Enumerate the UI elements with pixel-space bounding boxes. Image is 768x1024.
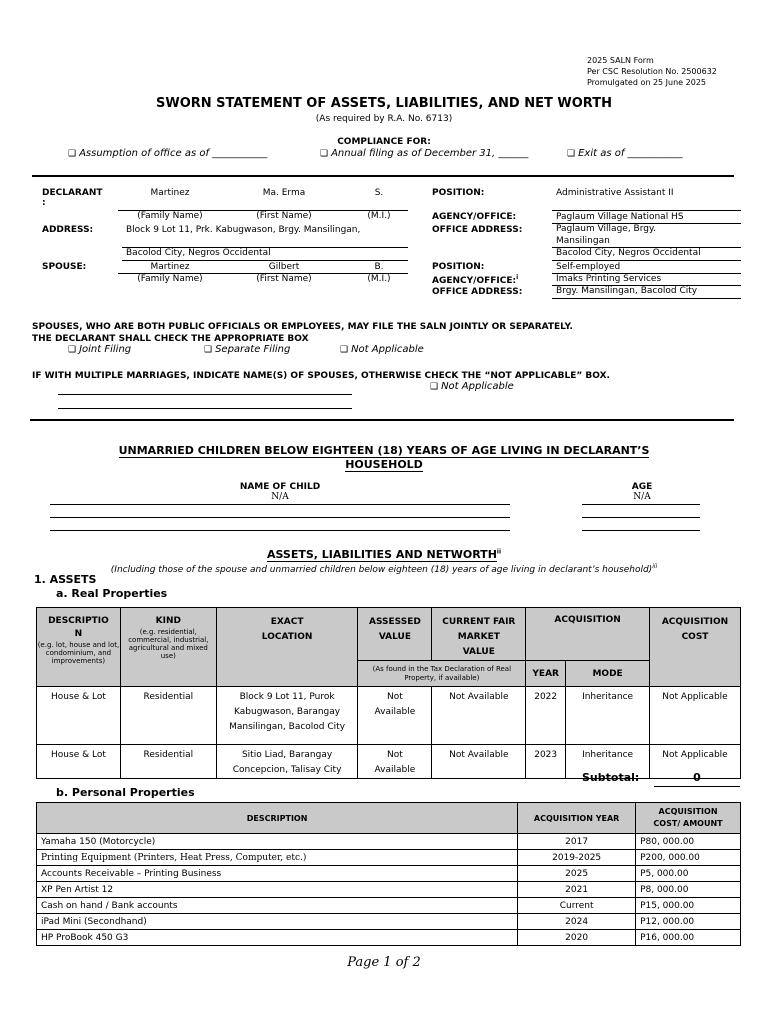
table-row	[37, 850, 741, 866]
declarant-first-name: Ma. Erma	[262, 188, 306, 198]
declarant-address-line2: Bacolod City, Negros Occidental	[126, 248, 271, 258]
cell-description: Accounts Receivable – Printing Business	[37, 866, 518, 882]
cell-year: 2019-2025	[518, 850, 636, 866]
declarant-family-name: Martinez	[150, 188, 190, 198]
spouse-position-label: POSITION:	[432, 262, 485, 272]
form-meta	[587, 55, 717, 88]
child-age-value: N/A	[633, 492, 651, 502]
spouse-family-label: (Family Name)	[137, 274, 203, 284]
table-row	[37, 930, 741, 946]
child-line-1	[50, 504, 510, 505]
header-value-note: (As found in the Tax Declaration of Real Property, if available)	[358, 661, 526, 687]
header-kind-text: KIND	[155, 616, 181, 626]
divider	[30, 419, 734, 421]
form-meta-line1: 2025 SALN Form	[587, 56, 654, 65]
personal-properties-table	[36, 802, 741, 946]
spouse-name-line-2	[58, 408, 352, 409]
real-properties-label: a. Real Properties	[56, 587, 168, 600]
cell-description: Yamaha 150 (Motorcycle)	[37, 834, 518, 850]
joint-filing-text2: THE DECLARANT SHALL CHECK THE APPROPRIATE BOX	[32, 334, 309, 344]
alnw-note	[0, 563, 768, 575]
header-personal-year: ACQUISITION YEAR	[518, 803, 636, 834]
assets-label: 1. ASSETS	[34, 573, 97, 586]
declarant-office-address-line2: Mansilingan	[556, 236, 610, 246]
alnw-heading-text: ASSETS, LIABILITIES AND NETWORTH	[266, 548, 497, 561]
cell-cost: P15, 000.00	[636, 898, 741, 914]
cell-mode: Inheritance	[566, 745, 650, 779]
header-acquisition: ACQUISITION	[526, 608, 650, 661]
spouse-name-line-1	[58, 394, 352, 395]
declarant-label: DECLARANT	[42, 188, 103, 198]
cell-cost: P200, 000.00	[636, 850, 741, 866]
declarant-mi-label: (M.I.)	[367, 211, 391, 221]
cell-year: 2023	[526, 745, 566, 779]
header-description	[37, 608, 121, 687]
age-line-3	[582, 530, 700, 531]
form-meta-line2: Per CSC Resolution No. 2500632	[587, 67, 717, 76]
cell-description: Cash on hand / Bank accounts	[37, 898, 518, 914]
header-personal-description: DESCRIPTION	[37, 803, 518, 834]
cell-cost: P80, 000.00	[636, 834, 741, 850]
cell-description: XP Pen Artist 12	[37, 882, 518, 898]
cell-year: 2022	[526, 687, 566, 745]
checkbox-exit[interactable]: ❑ Exit as of ___________	[567, 148, 683, 159]
address-line2	[122, 260, 408, 261]
spouse-family-name: Martinez	[150, 262, 190, 272]
header-cost: ACQUISITION COST	[650, 608, 741, 687]
checkbox-not-applicable-marriages[interactable]: ❑ Not Applicable	[430, 381, 514, 392]
cell-description: House & Lot	[37, 687, 121, 745]
table-row	[37, 882, 741, 898]
cell-description: HP ProBook 450 G3	[37, 930, 518, 946]
joint-filing-text1: SPOUSES, WHO ARE BOTH PUBLIC OFFICIALS OR EMPLOYEES, MAY FILE THE SALN JOINTLY OR SEPARATELY.	[32, 322, 573, 332]
table-row	[37, 914, 741, 930]
position-line	[552, 210, 741, 211]
child-line-3	[50, 530, 510, 531]
header-mode: MODE	[566, 661, 650, 687]
header-description-note: (e.g. lot, house and lot, condominium, and improvements)	[37, 641, 120, 665]
spouse-office-address: Brgy. Mansilingan, Bacolod City	[556, 286, 698, 296]
cell-kind: Residential	[120, 745, 216, 779]
cell-location: Sitio Liad, Barangay Concepcion, Talisay City	[216, 745, 358, 779]
header-personal-cost: ACQUISITION COST/ AMOUNT	[636, 803, 741, 834]
endnote-marker: ii	[496, 548, 502, 556]
cell-cost: P8, 000.00	[636, 882, 741, 898]
checkbox-assumption[interactable]: ❑ Assumption of office as of ___________	[68, 148, 267, 159]
page-title: SWORN STATEMENT OF ASSETS, LIABILITIES, AND NET WORTH	[156, 96, 612, 111]
header-fair-value: CURRENT FAIR MARKET VALUE	[432, 608, 526, 661]
children-heading-line2-text: HOUSEHOLD	[345, 458, 423, 471]
position-label: POSITION:	[432, 188, 485, 198]
declarant-address-line1: Block 9 Lot 11, Prk. Kabugwason, Brgy. Mansilingan,	[126, 225, 361, 235]
divider	[32, 175, 734, 177]
subtotal-value: 0	[693, 771, 701, 784]
spouse-first-name: Gilbert	[268, 262, 300, 272]
cell-mode: Inheritance	[566, 687, 650, 745]
cell-fair: Not Available	[432, 687, 526, 745]
real-properties-table	[36, 607, 741, 779]
header-kind-note: (e.g. residential, commercial, industrial, agricultural and mixed use)	[128, 628, 209, 660]
child-line-2	[50, 517, 510, 518]
cell-description: iPad Mini (Secondhand)	[37, 914, 518, 930]
spouse-office-address-label: OFFICE ADDRESS:	[432, 287, 523, 297]
declarant-mi: S.	[374, 188, 384, 198]
cell-year: 2017	[518, 834, 636, 850]
table-row	[37, 834, 741, 850]
cell-description: House & Lot	[37, 745, 121, 779]
multiple-marriages-text: IF WITH MULTIPLE MARRIAGES, INDICATE NAME(S) OF SPOUSES, OTHERWISE CHECK THE “NOT APPLICABLE” BOX.	[32, 371, 610, 381]
header-assessed: ASSESSED VALUE	[358, 608, 432, 661]
office-address-label: OFFICE ADDRESS:	[432, 225, 523, 235]
cell-cost: Not Applicable	[650, 745, 741, 779]
cell-description: Printing Equipment (Printers, Heat Press, Computer, etc.)	[37, 850, 518, 866]
cell-location: Block 9 Lot 11, Purok Kabugwason, Barangay Mansilingan, Bacolod City	[216, 687, 358, 745]
address-label: ADDRESS:	[42, 225, 94, 235]
subtotal-line	[654, 786, 740, 787]
checkbox-annual-filing[interactable]: ❑ Annual filing as of December 31, ______	[320, 148, 528, 159]
declarant-position: Administrative Assistant II	[556, 188, 674, 198]
cell-year: 2021	[518, 882, 636, 898]
cell-year: 2025	[518, 866, 636, 882]
header-description-text: DESCRIPTIO N	[48, 616, 109, 639]
endnote-marker: iii	[652, 563, 658, 570]
spouse-agency-label	[432, 274, 518, 286]
spouse-office-address-line	[552, 298, 741, 299]
agency-label: AGENCY/OFFICE:	[432, 212, 517, 222]
cell-assessed: Not Available	[358, 687, 432, 745]
cell-year: 2020	[518, 930, 636, 946]
age-line-2	[582, 517, 700, 518]
age-line-1	[582, 504, 700, 505]
spouse-mi: B.	[374, 262, 384, 272]
personal-properties-label: b. Personal Properties	[56, 786, 195, 799]
cell-assessed: Not Available	[358, 745, 432, 779]
compliance-label: COMPLIANCE FOR:	[337, 137, 431, 147]
checkbox-separate-filing[interactable]: ❑ Separate Filing	[204, 344, 290, 355]
cell-year: 2024	[518, 914, 636, 930]
declarant-family-label: (Family Name)	[137, 211, 203, 221]
cell-kind: Residential	[120, 687, 216, 745]
declarant-first-label: (First Name)	[256, 211, 312, 221]
checkbox-not-applicable-joint[interactable]: ❑ Not Applicable	[340, 344, 424, 355]
cell-cost: Not Applicable	[650, 687, 741, 745]
header-kind	[120, 608, 216, 687]
spouse-position: Self-employed	[556, 262, 621, 272]
cell-cost: P5, 000.00	[636, 866, 741, 882]
alnw-heading	[0, 548, 768, 561]
endnote-marker: i	[516, 274, 519, 281]
subtotal-label: Subtotal:	[582, 771, 640, 784]
page-subtitle: (As required by R.A. No. 6713)	[315, 114, 453, 124]
alnw-note-text: (Including those of the spouse and unmarried children below eighteen (18) years of age living in declarant’s household)	[110, 565, 653, 575]
spouse-mi-label: (M.I.)	[367, 274, 391, 284]
declarant-agency: Paglaum Village National HS	[556, 212, 684, 222]
form-meta-line3: Promulgated on 25 June 2025	[587, 78, 706, 87]
children-heading-line1	[0, 444, 768, 457]
children-heading-line2	[0, 458, 768, 471]
header-year: YEAR	[526, 661, 566, 687]
cell-cost: P16, 000.00	[636, 930, 741, 946]
declarant-office-address-line1: Paglaum Village, Brgy.	[556, 224, 656, 234]
table-row	[37, 866, 741, 882]
spouse-agency-label-text: AGENCY/OFFICE:	[432, 276, 517, 286]
table-row	[37, 898, 741, 914]
spouse-agency: Imaks Printing Services	[556, 274, 662, 284]
spouse-first-label: (First Name)	[256, 274, 312, 284]
age-label: AGE	[631, 482, 653, 492]
office-address-line3	[552, 260, 741, 261]
cell-fair: Not Available	[432, 745, 526, 779]
declarant-office-address-line3: Bacolod City, Negros Occidental	[556, 248, 701, 258]
spouse-label: SPOUSE:	[42, 262, 87, 272]
children-heading-line1-text: UNMARRIED CHILDREN BELOW EIGHTEEN (18) YEARS OF AGE LIVING IN DECLARANT’S	[118, 444, 650, 457]
name-of-child-label: NAME OF CHILD	[239, 482, 321, 492]
table-row	[37, 687, 741, 745]
declarant-colon: :	[42, 198, 46, 208]
cell-year: Current	[518, 898, 636, 914]
checkbox-joint-filing[interactable]: ❑ Joint Filing	[68, 344, 131, 355]
cell-cost: P12, 000.00	[636, 914, 741, 930]
child-name-value: N/A	[271, 492, 289, 502]
header-location: EXACT LOCATION	[216, 608, 358, 687]
page-number: Page 1 of 2	[347, 955, 421, 970]
